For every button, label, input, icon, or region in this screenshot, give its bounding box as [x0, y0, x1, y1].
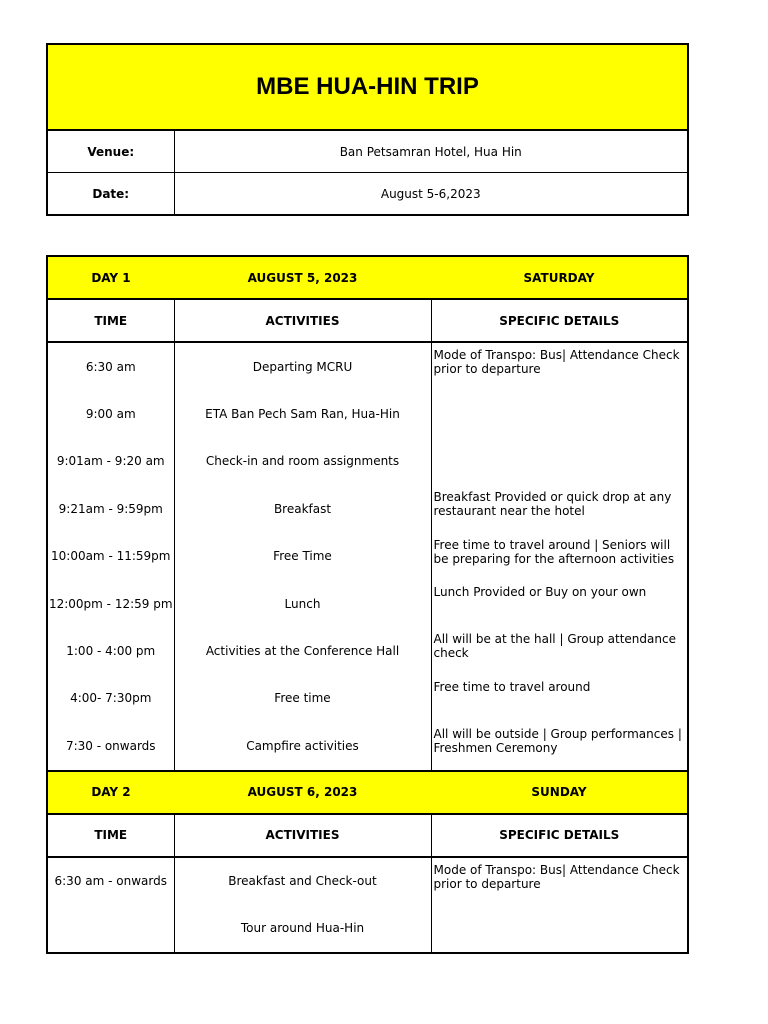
venue-value: Ban Petsamran Hotel, Hua Hin [174, 130, 688, 173]
day2-column-headers [47, 814, 688, 857]
activity-cell: Campfire activities [174, 722, 431, 770]
table-row [47, 390, 688, 437]
venue-label: Venue: [47, 130, 174, 173]
col-details-header: SPECIFIC DETAILS [431, 299, 688, 342]
day2-header-row [47, 771, 688, 814]
date-value: August 5-6,2023 [174, 173, 688, 216]
table-row [47, 857, 688, 905]
table-row [47, 905, 688, 953]
time-cell: 1:00 - 4:00 pm [47, 627, 174, 674]
day1-date: AUGUST 5, 2023 [174, 256, 431, 299]
schedule-table [46, 255, 689, 954]
day1-label: DAY 1 [47, 256, 174, 299]
activity-cell: Check-in and room assignments [174, 438, 431, 485]
venue-row [47, 130, 688, 173]
time-cell: 4:00- 7:30pm [47, 675, 174, 722]
table-row [47, 580, 688, 627]
table-row [47, 438, 688, 485]
day1-column-headers [47, 299, 688, 342]
day1-header-row [47, 256, 688, 299]
day2-date: AUGUST 6, 2023 [174, 771, 431, 814]
details-cell: All will be outside | Group performances | Freshmen Ceremony [431, 722, 688, 770]
date-label: Date: [47, 173, 174, 216]
activity-cell: Tour around Hua-Hin [174, 905, 431, 953]
time-cell: 10:00am - 11:59pm [47, 533, 174, 580]
day2-label: DAY 2 [47, 771, 174, 814]
details-cell: Lunch Provided or Buy on your own [431, 580, 688, 627]
details-cell: Mode of Transpo: Bus| Attendance Check prior to departure [431, 342, 688, 390]
activity-cell: Free Time [174, 533, 431, 580]
details-cell: Free time to travel around [431, 675, 688, 722]
time-cell: 6:30 am - onwards [47, 857, 174, 905]
details-cell: Free time to travel around | Seniors will be preparing for the afternoon activities [431, 533, 688, 580]
date-row [47, 173, 688, 216]
time-cell: 9:00 am [47, 390, 174, 437]
col-time-header: TIME [47, 299, 174, 342]
time-cell [47, 905, 174, 953]
table-row [47, 485, 688, 532]
details-cell: Mode of Transpo: Bus| Attendance Check prior to departure [431, 857, 688, 905]
activity-cell: Activities at the Conference Hall [174, 627, 431, 674]
day1-weekday: SATURDAY [431, 256, 688, 299]
table-row [47, 342, 688, 390]
col-activities-header: ACTIVITIES [174, 299, 431, 342]
activity-cell: Lunch [174, 580, 431, 627]
activity-cell: Breakfast [174, 485, 431, 532]
table-row [47, 675, 688, 722]
activity-cell: Departing MCRU [174, 342, 431, 390]
time-cell: 12:00pm - 12:59 pm [47, 580, 174, 627]
table-row [47, 533, 688, 580]
details-cell [431, 438, 688, 485]
details-cell: All will be at the hall | Group attendance check [431, 627, 688, 674]
table-row [47, 722, 688, 770]
table-row [47, 627, 688, 674]
trip-header-table [46, 43, 689, 216]
day2-weekday: SUNDAY [431, 771, 688, 814]
details-cell [431, 390, 688, 437]
activity-cell: Free time [174, 675, 431, 722]
details-cell: Breakfast Provided or quick drop at any restaurant near the hotel [431, 485, 688, 532]
col-details-header: SPECIFIC DETAILS [431, 814, 688, 857]
page-title: MBE HUA-HIN TRIP [47, 44, 688, 130]
details-cell [431, 905, 688, 953]
time-cell: 6:30 am [47, 342, 174, 390]
activity-cell: ETA Ban Pech Sam Ran, Hua-Hin [174, 390, 431, 437]
col-time-header: TIME [47, 814, 174, 857]
time-cell: 7:30 - onwards [47, 722, 174, 770]
time-cell: 9:21am - 9:59pm [47, 485, 174, 532]
col-activities-header: ACTIVITIES [174, 814, 431, 857]
time-cell: 9:01am - 9:20 am [47, 438, 174, 485]
activity-cell: Breakfast and Check-out [174, 857, 431, 905]
